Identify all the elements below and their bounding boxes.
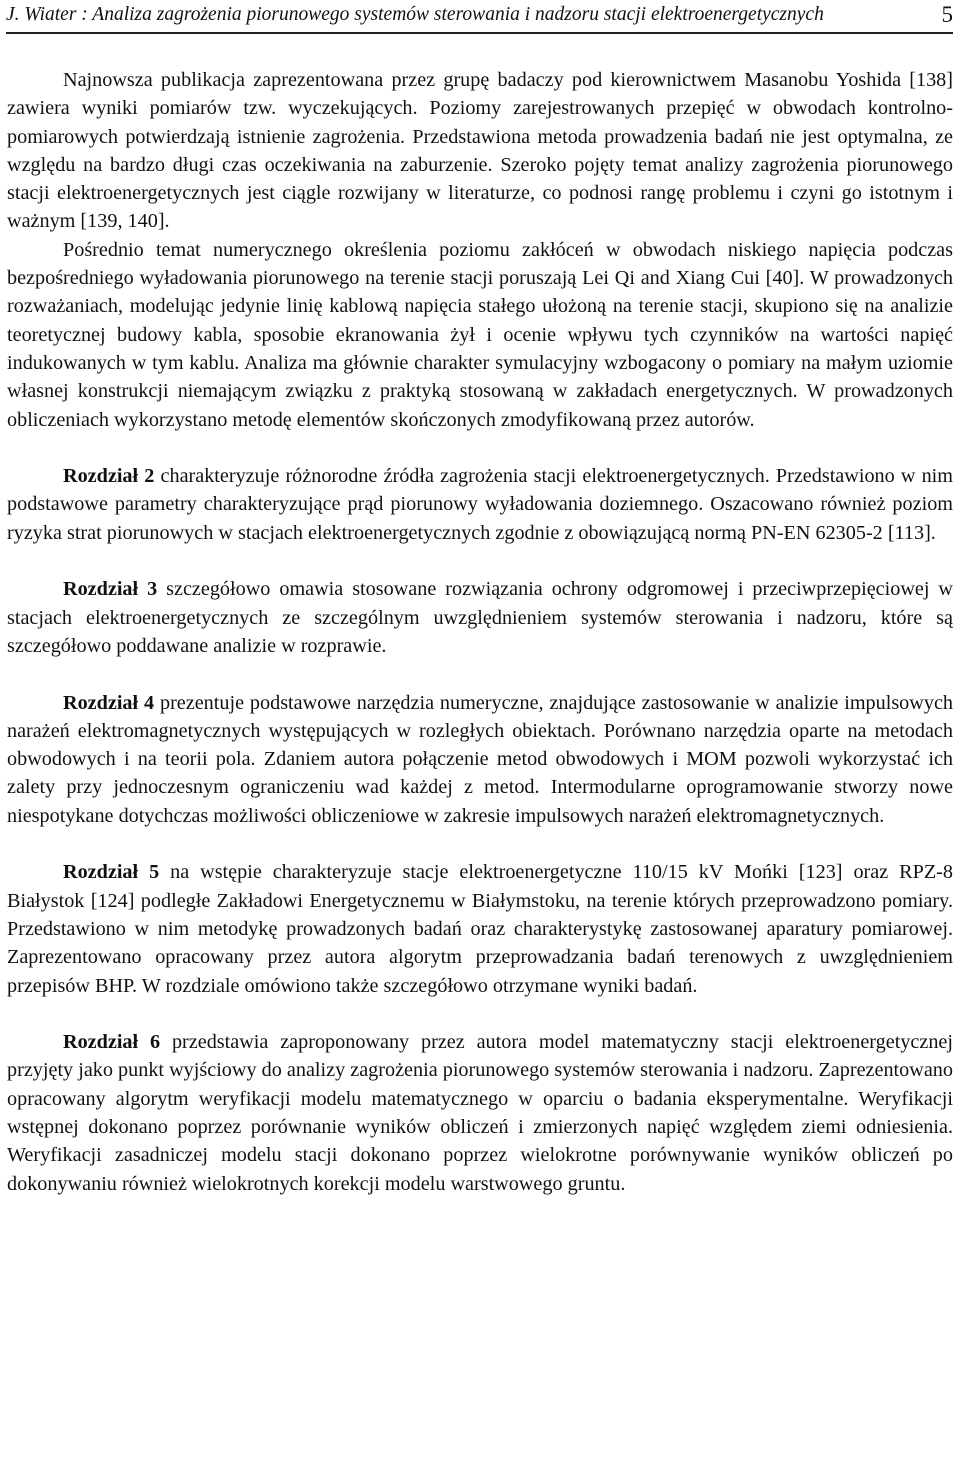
paragraph-chapter-6	[7, 1028, 953, 1198]
chapter-label: Rozdział 5	[63, 861, 160, 884]
chapter-label: Rozdział 4	[63, 691, 155, 714]
paragraph-indirect-topic	[7, 236, 953, 434]
paragraph-text: na wstępie charakteryzuje stacje elektroenergetyczne 110/15 kV Mońki [123] oraz RPZ-8 Białystok [124] podległe Zakładowi Energetycznemu w Białymstoku, na terenie których przeprowadzono pomiary. Przedstawiono w nim metodykę prowadzonych badań oraz charakterystykę zastosowanej aparatury pomiarowej. Zaprezentowano opracowany przez autora algorytm przeprowadzania badań terenowych z uwzględnieniem przepisów BHP. W rozdziale omówiono także szczegółowo otrzymane wyniki badań.	[7, 861, 953, 997]
chapter-label: Rozdział 2	[63, 465, 155, 488]
page-number: 5	[941, 2, 953, 27]
paragraph-chapter-4	[7, 689, 953, 830]
paragraph-chapter-5	[7, 858, 953, 999]
paragraph-text: szczegółowo omawia stosowane rozwiązania ochrony odgromowej i przeciwprzepięciowej w stacjach elektroenergetycznych ze szczególnym uwzględnieniem systemów sterowania i nadzoru, które są szczegółowo poddawane analizie w rozprawie.	[7, 578, 953, 657]
paragraph-chapter-3	[7, 575, 953, 660]
paragraph-text: Pośrednio temat numerycznego określenia poziomu zakłóceń w obwodach niskiego napięcia podczas bezpośredniego wyładowania piorunowego na terenie stacji poruszają Lei Qi and Xiang Cui [40]. W prowadzonych rozważaniach, modelując jedynie linię kablową napięcia stałego ułożoną na terenie stacji, skupiono się na analizie teoretycznej budowy kabla, sposobie ekranowania żył i ocenie wpływu tych czynników na wartości napięć indukowanych w tym kablu. Analiza ma głównie charakter symulacyjny wzbogacony o pomiary na małym uziomie własnej konstrukcji niemającym związku z praktyką stosowaną w zakładach energetycznych. W prowadzonych obliczeniach wykorzystano metodę elementów skończonych zmodyfikowaną przez autorów.	[7, 238, 953, 431]
paragraph-text: prezentuje podstawowe narzędzia numeryczne, znajdujące zastosowanie w analizie impulsowych narażeń elektromagnetycznych występujących w rozległych obiektach. Porównano narzędzia oparte na metodach obwodowych i na teorii pola. Zdaniem autora połączenie metod obwodowych i MOM pozwoli wykorzystać ich zalety przy jednoczesnym ograniczeniu wad każdej z metod. Intermodularne oprogramowanie stworzy nowe niespotykane dotychczas możliwości obliczeniowe w zakresie impulsowych narażeń elektromagnetycznych.	[7, 691, 953, 827]
paragraph-intro-publication	[7, 66, 953, 236]
paragraph-text: Najnowsza publikacja zaprezentowana przez grupę badaczy pod kierownictwem Masanobu Yoshida [138] zawiera wyniki pomiarów tzw. wyczekujących. Poziomy zarejestrowanych przepięć w obwodach kontrolno-pomiarowych potwierdzają istnienie zagrożenia. Przedstawiona metoda prowadzenia badań nie jest optymalna, ze względu na bardzo długi czas oczekiwania na zaburzenie. Szeroko pojęty temat analizy zagrożenia piorunowego stacji elektroenergetycznych jest ciągle rozwijany w literaturze, co podnosi rangę problemu i czyni go istotnym i ważnym [139, 140].	[7, 69, 953, 233]
paragraph-text: charakteryzuje różnorodne źródła zagrożenia stacji elektroenergetycznych. Przedstawiono w nim podstawowe parametry charakteryzujące prąd piorunowy wyładowania doziemnego. Oszacowano również poziom ryzyka strat piorunowych w stacjach elektroenergetycznych zgodnie z obowiązującą normą PN-EN 62305-2 [113].	[7, 465, 953, 544]
chapter-label: Rozdział 6	[63, 1031, 161, 1054]
running-header	[6, 2, 953, 34]
body-text	[7, 66, 953, 1198]
header-title: J. Wiater : Analiza zagrożenia piorunowego systemów sterowania i nadzoru stacji elektroenergetycznych	[6, 4, 824, 25]
paragraph-text: przedstawia zaproponowany przez autora model matematyczny stacji elektroenergetycznej przyjęty jako punkt wyjściowy do analizy zagrożenia piorunowego systemów sterowania i nadzoru. Zaprezentowano opracowany algorytm weryfikacji modelu matematycznego w oparciu o badania eksperymentalne. Weryfikacji wstępnej dokonano poprzez porównanie wyników obliczeń i zmierzonych napięć względem ziemi odniesienia. Weryfikacji zasadniczej modelu stacji dokonano poprzez wielokrotne porównywanie wyników obliczeń po dokonywaniu również wielokrotnych korekcji modelu warstwowego gruntu.	[7, 1031, 953, 1195]
paragraph-chapter-2	[7, 462, 953, 547]
chapter-label: Rozdział 3	[63, 578, 158, 601]
